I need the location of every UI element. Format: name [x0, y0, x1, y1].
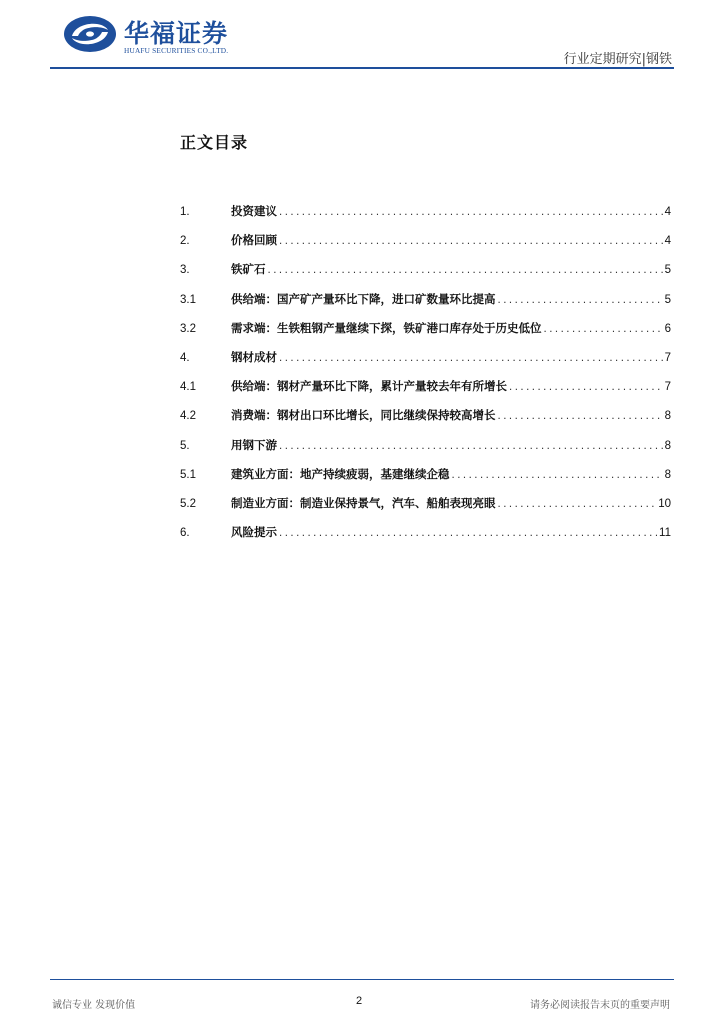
- toc-entry-label: 钢材成材: [231, 349, 277, 364]
- toc-dot-leader: [498, 410, 663, 422]
- toc-entry[interactable]: [180, 495, 671, 524]
- toc-entry-number: 1.: [180, 206, 190, 218]
- toc-title: 正文目录: [180, 133, 249, 152]
- toc-entry-number: 4.1: [180, 381, 196, 394]
- toc-entry-page: 7: [664, 351, 671, 364]
- toc-dot-leader: [268, 264, 663, 276]
- toc-entry[interactable]: [180, 203, 671, 232]
- toc-entry[interactable]: [180, 437, 671, 466]
- toc-entry-label: 建筑业方面：地产持续疲弱，基建继续企稳: [231, 466, 450, 481]
- toc-entry-label: 制造业方面：制造业保持景气，汽车、船舶表现亮眼: [231, 495, 496, 510]
- toc-entry-number: 5.2: [180, 497, 196, 510]
- toc-dot-leader: [509, 381, 663, 393]
- toc-entry[interactable]: [180, 466, 671, 495]
- toc-entry-label: 投资建议: [231, 204, 277, 218]
- toc-entry-page: 10: [658, 497, 671, 510]
- toc-dot-leader: [498, 294, 663, 306]
- toc-entry-number: 4.2: [180, 410, 196, 423]
- toc-entry-label: 用钢下游: [231, 437, 277, 452]
- toc-entry-page: 5: [664, 293, 671, 306]
- toc-entry-page: 4: [664, 206, 671, 218]
- page-number: 2: [356, 995, 363, 1007]
- toc-dot-leader: [452, 469, 663, 481]
- toc-entry[interactable]: [180, 320, 671, 349]
- toc-entry-page: 8: [664, 410, 671, 423]
- toc-entry-page: 8: [664, 439, 671, 452]
- toc-entry-number: 3.2: [180, 322, 196, 335]
- toc-entry-label: 消费端：钢材出口环比增长，同比继续保持较高增长: [231, 408, 496, 423]
- footer-divider: [50, 979, 674, 980]
- toc-dot-leader: [279, 527, 657, 539]
- logo-english-name: HUAFU SECURITIES CO.,LTD.: [124, 46, 229, 55]
- toc-entry-label: 供给端：国产矿产量环比下降，进口矿数量环比提高: [231, 291, 496, 306]
- toc-entry-label: 价格回顾: [231, 233, 277, 248]
- toc-entry-number: 5.1: [180, 468, 196, 481]
- toc-entry[interactable]: [180, 232, 671, 261]
- toc-entry-page: 8: [664, 468, 671, 481]
- table-of-contents: [180, 203, 671, 553]
- toc-dot-leader: [279, 352, 663, 364]
- toc-entry-label: 风险提示: [231, 525, 277, 540]
- toc-entry-page: 7: [664, 381, 671, 394]
- toc-dot-leader: [498, 498, 657, 510]
- report-category: 行业定期研究|钢铁: [563, 52, 672, 67]
- toc-entry-page: 4: [664, 235, 671, 248]
- toc-dot-leader: [279, 206, 663, 218]
- toc-entry[interactable]: [180, 407, 671, 436]
- toc-entry-page: 6: [664, 322, 671, 335]
- toc-entry-number: 5.: [180, 439, 190, 452]
- toc-entry-label: 铁矿石: [231, 262, 266, 277]
- toc-entry[interactable]: [180, 291, 671, 320]
- company-logo: [62, 14, 252, 58]
- toc-entry[interactable]: [180, 261, 671, 290]
- huafu-logo-icon: [62, 14, 118, 54]
- header-divider: [50, 67, 674, 69]
- toc-dot-leader: [279, 440, 663, 452]
- toc-dot-leader: [544, 323, 663, 335]
- logo-chinese-name: 华福证券: [124, 19, 229, 48]
- toc-entry[interactable]: [180, 378, 671, 407]
- toc-entry-number: 4.: [180, 351, 190, 364]
- toc-entry[interactable]: [180, 349, 671, 378]
- toc-entry-label: 需求端：生铁粗钢产量继续下探，铁矿港口库存处于历史低位: [231, 320, 542, 335]
- footer-slogan: 诚信专业 发现价值: [52, 1000, 136, 1011]
- toc-entry-label: 供给端：钢材产量环比下降，累计产量较去年有所增长: [231, 379, 507, 394]
- toc-entry-page: 11: [659, 527, 671, 540]
- toc-entry-number: 3.: [180, 264, 190, 277]
- toc-entry[interactable]: [180, 524, 671, 553]
- toc-entry-number: 6.: [180, 527, 190, 540]
- toc-entry-number: 2.: [180, 235, 190, 248]
- page-header: [0, 0, 724, 70]
- footer-disclaimer: 请务必阅读报告末页的重要声明: [530, 1000, 670, 1011]
- toc-entry-number: 3.1: [180, 293, 196, 306]
- toc-dot-leader: [279, 235, 663, 247]
- toc-entry-page: 5: [664, 264, 671, 277]
